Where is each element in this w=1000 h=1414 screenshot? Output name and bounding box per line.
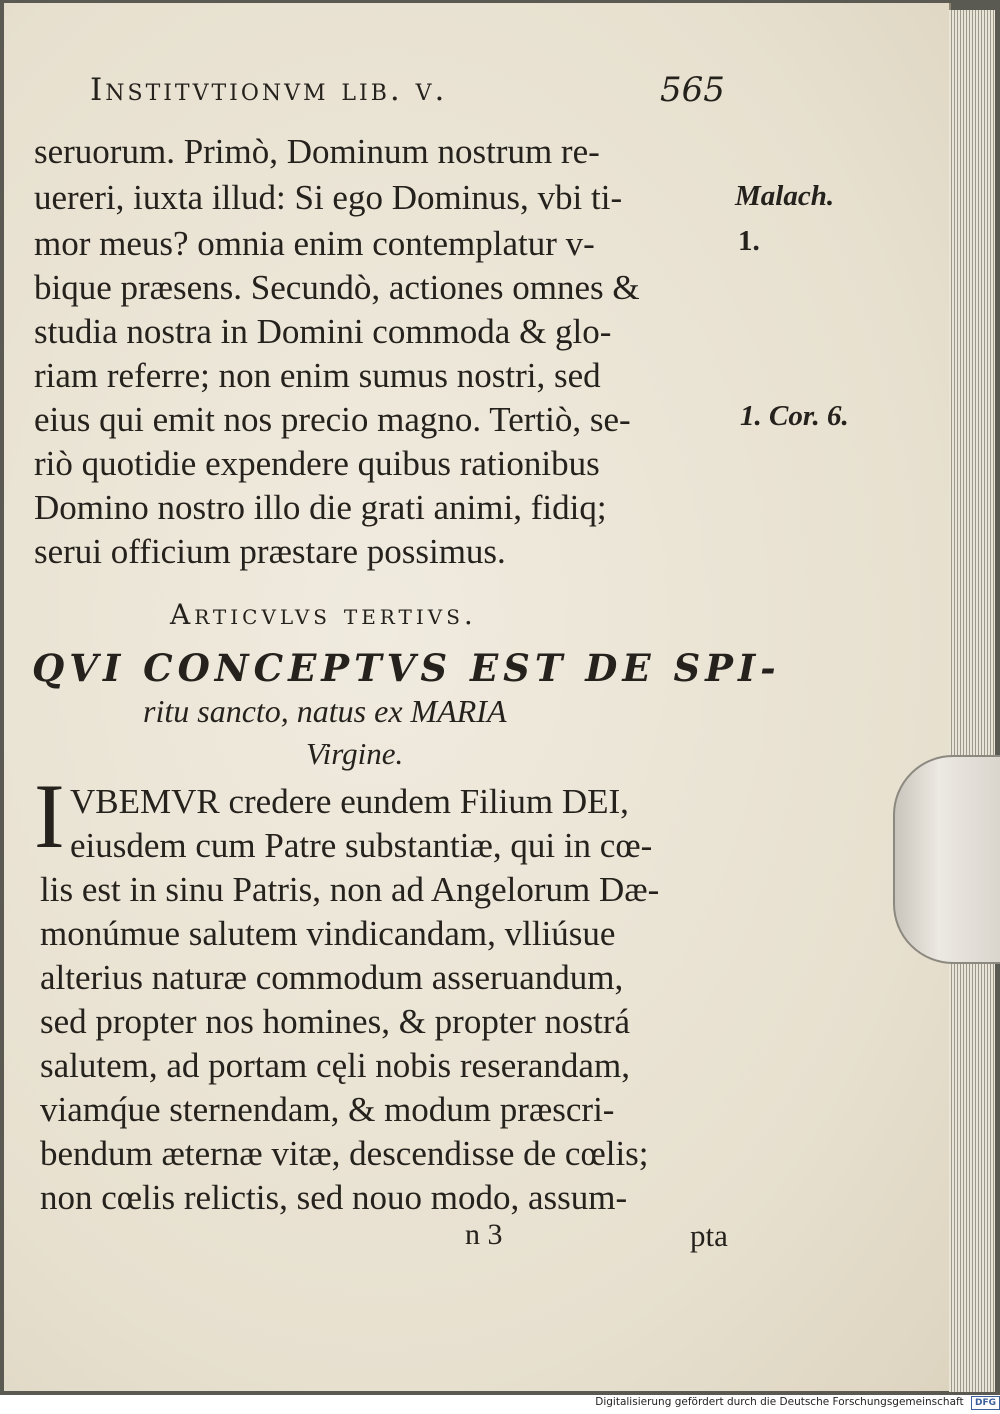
body-line: monúmue salutem vindicandam, vlliúsue bbox=[40, 914, 616, 953]
body-line: sed propter nos homines, & propter nostrá bbox=[40, 1002, 631, 1041]
body-line: viamq́ue sternendam, & modum præscri- bbox=[40, 1090, 615, 1129]
marginal-note: 1. Cor. 6. bbox=[740, 400, 849, 432]
body-line: eiusdem cum Patre substantiæ, qui in cœ- bbox=[70, 826, 653, 865]
page-clip bbox=[893, 755, 1000, 964]
body-line: bendum æternæ vitæ, descendisse de cœlis; bbox=[40, 1134, 649, 1173]
body-line: riam referre; non enim sumus nostri, sed bbox=[34, 356, 601, 395]
body-line: eius qui emit nos precio magno. Tertiò, se- bbox=[34, 400, 631, 439]
body-line: VBEMVR credere eundem Filium DEI, bbox=[70, 782, 629, 821]
marginal-note: Malach. bbox=[735, 180, 835, 212]
body-line: salutem, ad portam cęli nobis reserandam, bbox=[40, 1046, 630, 1085]
section-heading: Articvlvs tertivs. bbox=[170, 598, 477, 631]
digitization-footer bbox=[560, 1396, 1000, 1414]
page-number: 565 bbox=[660, 70, 725, 110]
creed-heading-line1: QVI CONCEPTVS EST DE SPI- bbox=[32, 646, 781, 690]
catchword: pta bbox=[690, 1218, 728, 1253]
body-line: alterius naturæ commodum asseruandum, bbox=[40, 958, 624, 997]
creed-heading-line2: ritu sancto, natus ex MARIA bbox=[143, 693, 507, 729]
dfg-logo: DFG bbox=[971, 1396, 1000, 1410]
body-line: mor meus? omnia enim contemplatur v- bbox=[34, 224, 595, 263]
body-line: lis est in sinu Patris, non ad Angelorum Dæ- bbox=[40, 870, 660, 909]
creed-heading-line3: Virgine. bbox=[306, 736, 404, 771]
page-edges bbox=[949, 10, 995, 1392]
body-line: serui officium præstare possimus. bbox=[34, 532, 506, 571]
body-line: Domino nostro illo die grati animi, fidiq; bbox=[34, 488, 607, 527]
body-line: uereri, iuxta illud: Si ego Dominus, vbi ti- bbox=[34, 178, 623, 217]
body-line: seruorum. Primò, Dominum nostrum re- bbox=[34, 132, 600, 171]
body-line: non cœlis relictis, sed nouo modo, assum- bbox=[40, 1178, 628, 1217]
body-line: studia nostra in Domini commoda & glo- bbox=[34, 312, 612, 351]
drop-cap: I bbox=[34, 765, 65, 867]
marginal-note: 1. bbox=[738, 225, 760, 257]
signature-mark: n 3 bbox=[465, 1218, 503, 1251]
running-head: Institvtionvm lib. v. bbox=[90, 72, 448, 108]
body-line: riò quotidie expendere quibus rationibus bbox=[34, 444, 600, 483]
footer-text: Digitalisierung gefördert durch die Deutsche Forschungsgemeinschaft bbox=[595, 1396, 964, 1408]
body-line: bique præsens. Secundò, actiones omnes & bbox=[34, 268, 640, 307]
